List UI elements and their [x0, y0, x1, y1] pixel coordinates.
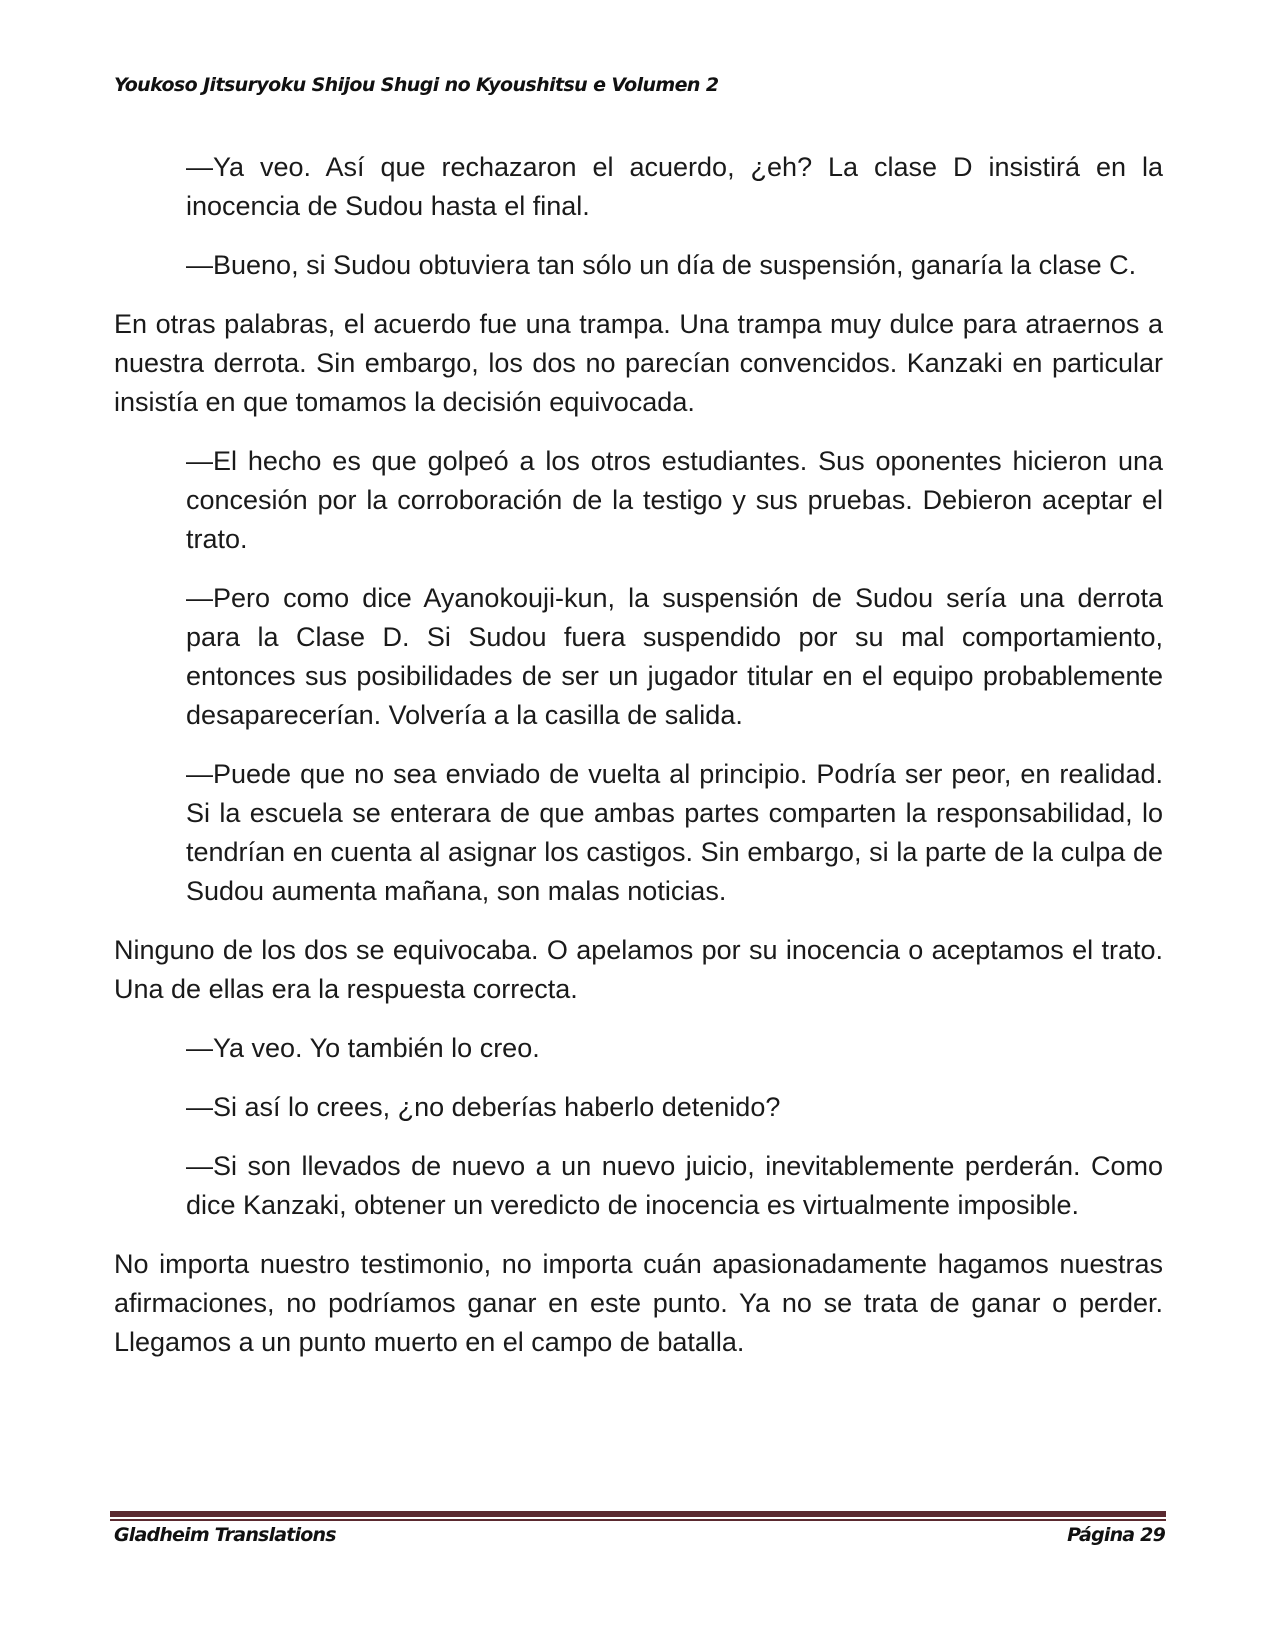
- footer-credit: Gladheim Translations: [114, 1524, 336, 1546]
- paragraph: —Ya veo. Así que rechazaron el acuerdo, ¿eh? La clase D insistirá en la inocencia de Sudou hasta el final.: [186, 152, 1163, 221]
- paragraph: —Bueno, si Sudou obtuviera tan sólo un día de suspensión, ganaría la clase C.: [186, 250, 1137, 280]
- page-number: Página 29: [1067, 1524, 1165, 1546]
- running-header: Youkoso Jitsuryoku Shijou Shugi no Kyoushitsu e Volumen 2: [114, 74, 719, 96]
- paragraph: —Pero como dice Ayanokouji-kun, la suspensión de Sudou sería una derrota para la Clase D. Si Sudou fuera suspendido por su mal comportamiento, entonces sus posibilidades de ser un jugador titular en el equipo probablemente desaparecerían. Volvería a la casilla de salida.: [186, 583, 1163, 730]
- paragraph: —El hecho es que golpeó a los otros estudiantes. Sus oponentes hicieron una concesión por la corroboración de la testigo y sus pruebas. Debieron aceptar el trato.: [186, 446, 1163, 554]
- paragraph: —Puede que no sea enviado de vuelta al principio. Podría ser peor, en realidad. Si la escuela se enterara de que ambas partes comparten la responsabilidad, lo tendrían en cuenta al asignar los castigos. Sin embargo, si la parte de la culpa de Sudou aumenta mañana, son malas noticias.: [186, 759, 1163, 906]
- paragraph: —Si así lo crees, ¿no deberías haberlo detenido?: [186, 1092, 781, 1122]
- paragraph: En otras palabras, el acuerdo fue una trampa. Una trampa muy dulce para atraernos a nuestra derrota. Sin embargo, los dos no parecían convencidos. Kanzaki en particular insistía en que tomamos la decisión equivocada.: [114, 309, 1163, 417]
- body-text: [114, 148, 1163, 1382]
- paragraph: Ninguno de los dos se equivocaba. O apelamos por su inocencia o aceptamos el trato. Una de ellas era la respuesta correcta.: [114, 935, 1163, 1004]
- paragraph: —Ya veo. Yo también lo creo.: [186, 1033, 540, 1063]
- paragraph: No importa nuestro testimonio, no importa cuán apasionadamente hagamos nuestras afirmaciones, no podríamos ganar en este punto. Ya no se trata de ganar o perder. Llegamos a un punto muerto en el campo de batalla.: [114, 1249, 1163, 1357]
- footer-rule-thin: [110, 1519, 1166, 1521]
- paragraph: —Si son llevados de nuevo a un nuevo juicio, inevitablemente perderán. Como dice Kanzaki, obtener un veredicto de inocencia es virtualmente imposible.: [186, 1151, 1163, 1220]
- footer-rule: [110, 1511, 1166, 1517]
